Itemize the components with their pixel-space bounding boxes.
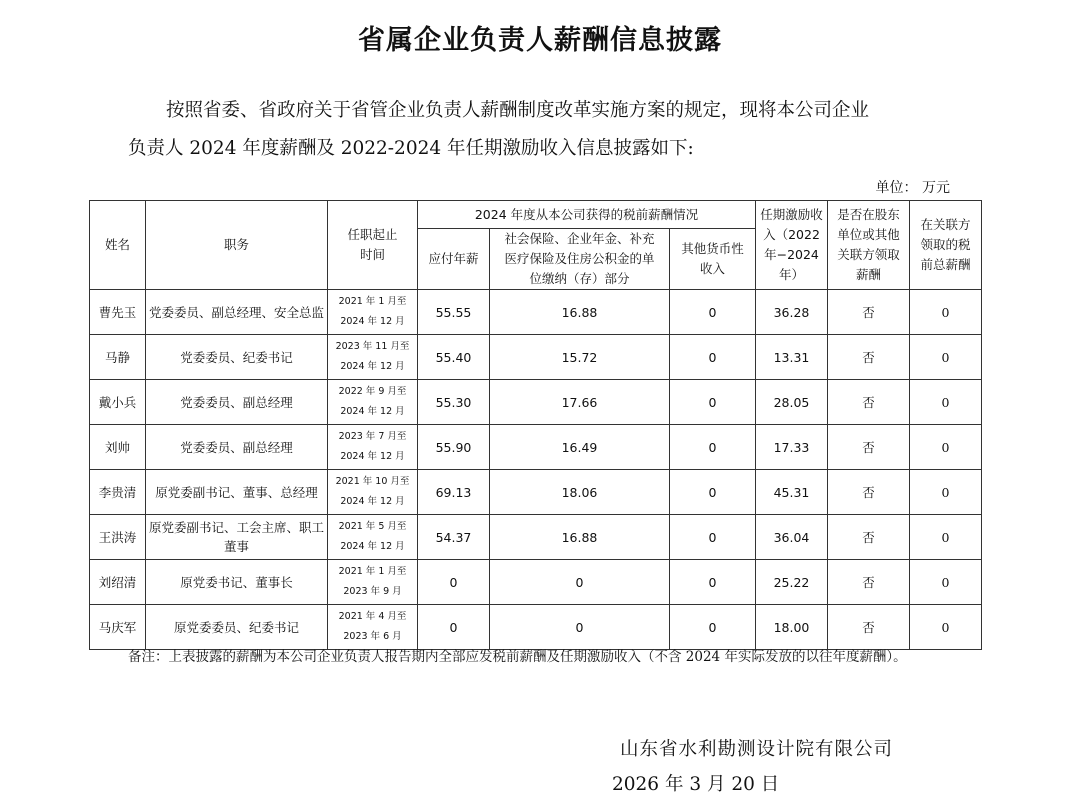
cell-other-monetary: 0 <box>670 605 756 650</box>
term-start: 2021 年 1 月至 <box>338 566 407 577</box>
cell-shareholder: 否 <box>828 515 910 560</box>
cell-other-monetary: 0 <box>670 515 756 560</box>
cell-shareholder: 否 <box>828 335 910 380</box>
header-term <box>328 201 418 290</box>
cell-name: 戴小兵 <box>90 380 146 425</box>
header-duty: 职务 <box>146 201 328 290</box>
cell-name: 马静 <box>90 335 146 380</box>
cell-name: 刘帅 <box>90 425 146 470</box>
term-start: 2023 年 7 月至 <box>338 431 407 442</box>
cell-other-monetary: 0 <box>670 470 756 515</box>
table-row <box>90 560 982 605</box>
term-start: 2023 年 11 月至 <box>335 341 410 352</box>
cell-shareholder: 否 <box>828 560 910 605</box>
intro-line-2: 负责人 2024 年度薪酬及 2022-2024 年任期激励收入信息披露如下: <box>128 138 694 159</box>
term-end: 2024 年 12 月 <box>340 451 405 462</box>
cell-salary: 0 <box>418 605 490 650</box>
cell-incentive: 13.31 <box>756 335 828 380</box>
table-row <box>90 335 982 380</box>
cell-salary: 55.90 <box>418 425 490 470</box>
header-name: 姓名 <box>90 201 146 290</box>
cell-duty: 原党委副书记、董事、总经理 <box>146 470 328 515</box>
header-salary-group: 2024 年度从本公司获得的税前薪酬情况 <box>418 201 756 229</box>
term-start: 2021 年 10 月至 <box>335 476 410 487</box>
header-related-total <box>910 201 982 290</box>
cell-term <box>328 515 418 560</box>
term-start: 2021 年 4 月至 <box>338 611 407 622</box>
cell-incentive: 45.31 <box>756 470 828 515</box>
table-row <box>90 605 982 650</box>
term-start: 2022 年 9 月至 <box>338 386 407 397</box>
cell-salary: 55.30 <box>418 380 490 425</box>
cell-social: 16.49 <box>490 425 670 470</box>
unit-label: 单位： 万元 <box>875 180 950 196</box>
header-shareholder-text: 是否在股东单位或其他关联方领取薪酬 <box>837 207 900 282</box>
cell-duty: 党委委员、纪委书记 <box>146 335 328 380</box>
cell-other-monetary: 0 <box>670 335 756 380</box>
cell-other-monetary: 0 <box>670 560 756 605</box>
term-end: 2023 年 9 月 <box>343 586 402 597</box>
header-other-monetary-text: 其他货币性收入 <box>681 241 744 276</box>
issue-date: 2026 年 3 月 20 日 <box>612 774 780 795</box>
cell-term <box>328 335 418 380</box>
intro-paragraph <box>128 92 958 168</box>
header-incentive <box>756 201 828 290</box>
cell-related-total: 0 <box>910 560 982 605</box>
term-end: 2024 年 12 月 <box>340 316 405 327</box>
term-end: 2023 年 6 月 <box>343 631 402 642</box>
header-term-text: 任职起止时间 <box>347 227 398 262</box>
cell-incentive: 18.00 <box>756 605 828 650</box>
cell-related-total: 0 <box>910 425 982 470</box>
cell-duty: 党委委员、副总经理 <box>146 380 328 425</box>
cell-related-total: 0 <box>910 380 982 425</box>
cell-name: 李贵清 <box>90 470 146 515</box>
header-incentive-text: 任期激励收入（2022 年−2024 年） <box>760 207 823 282</box>
term-start: 2021 年 5 月至 <box>338 521 407 532</box>
cell-term <box>328 290 418 335</box>
cell-other-monetary: 0 <box>670 380 756 425</box>
cell-term <box>328 425 418 470</box>
cell-other-monetary: 0 <box>670 290 756 335</box>
cell-shareholder: 否 <box>828 380 910 425</box>
cell-name: 曹先玉 <box>90 290 146 335</box>
term-end: 2024 年 12 月 <box>340 406 405 417</box>
cell-shareholder: 否 <box>828 605 910 650</box>
cell-name: 王洪涛 <box>90 515 146 560</box>
cell-term <box>328 470 418 515</box>
table-row <box>90 380 982 425</box>
cell-related-total: 0 <box>910 515 982 560</box>
cell-related-total: 0 <box>910 605 982 650</box>
table-row <box>90 515 982 560</box>
header-social <box>490 229 670 290</box>
header-shareholder <box>828 201 910 290</box>
page-title: 省属企业负责人薪酬信息披露 <box>358 25 722 56</box>
header-other-monetary <box>670 229 756 290</box>
term-end: 2024 年 12 月 <box>340 361 405 372</box>
cell-other-monetary: 0 <box>670 425 756 470</box>
cell-term <box>328 605 418 650</box>
cell-incentive: 17.33 <box>756 425 828 470</box>
cell-social: 17.66 <box>490 380 670 425</box>
cell-duty: 原党委委员、纪委书记 <box>146 605 328 650</box>
cell-incentive: 36.04 <box>756 515 828 560</box>
table-body <box>90 290 982 650</box>
cell-shareholder: 否 <box>828 425 910 470</box>
cell-incentive: 28.05 <box>756 380 828 425</box>
cell-term <box>328 380 418 425</box>
cell-social: 16.88 <box>490 515 670 560</box>
term-end: 2024 年 12 月 <box>340 541 405 552</box>
company-name: 山东省水利勘测设计院有限公司 <box>620 739 894 760</box>
cell-duty: 党委委员、副总经理 <box>146 425 328 470</box>
header-social-text: 社会保险、企业年金、补充医疗保险及住房公积金的单位缴纳（存）部分 <box>504 231 655 286</box>
cell-social: 15.72 <box>490 335 670 380</box>
header-salary: 应付年薪 <box>418 229 490 290</box>
table-row <box>90 290 982 335</box>
cell-social: 0 <box>490 605 670 650</box>
table-row <box>90 470 982 515</box>
cell-name: 刘绍清 <box>90 560 146 605</box>
cell-social: 0 <box>490 560 670 605</box>
salary-table <box>89 200 982 650</box>
cell-incentive: 25.22 <box>756 560 828 605</box>
cell-shareholder: 否 <box>828 470 910 515</box>
cell-name: 马庆军 <box>90 605 146 650</box>
table-row <box>90 425 982 470</box>
cell-related-total: 0 <box>910 290 982 335</box>
cell-salary: 55.40 <box>418 335 490 380</box>
term-end: 2024 年 12 月 <box>340 496 405 507</box>
intro-line-1: 按照省委、省政府关于省管企业负责人薪酬制度改革实施方案的规定，现将本公司企业 <box>166 100 870 121</box>
term-start: 2021 年 1 月至 <box>338 296 407 307</box>
cell-social: 18.06 <box>490 470 670 515</box>
cell-term <box>328 560 418 605</box>
cell-duty: 原党委副书记、工会主席、职工董事 <box>146 515 328 560</box>
cell-duty: 党委委员、副总经理、安全总监 <box>146 290 328 335</box>
cell-social: 16.88 <box>490 290 670 335</box>
cell-salary: 0 <box>418 560 490 605</box>
cell-duty: 原党委书记、董事长 <box>146 560 328 605</box>
cell-related-total: 0 <box>910 470 982 515</box>
cell-related-total: 0 <box>910 335 982 380</box>
cell-salary: 69.13 <box>418 470 490 515</box>
remark-note: 备注：上表披露的薪酬为本公司企业负责人报告期内全部应发税前薪酬及任期激励收入（不含 2024 年实际发放的以往年度薪酬）。 <box>128 649 907 665</box>
cell-salary: 54.37 <box>418 515 490 560</box>
cell-incentive: 36.28 <box>756 290 828 335</box>
header-related-total-text: 在关联方领取的税前总薪酬 <box>920 217 971 272</box>
cell-shareholder: 否 <box>828 290 910 335</box>
cell-salary: 55.55 <box>418 290 490 335</box>
